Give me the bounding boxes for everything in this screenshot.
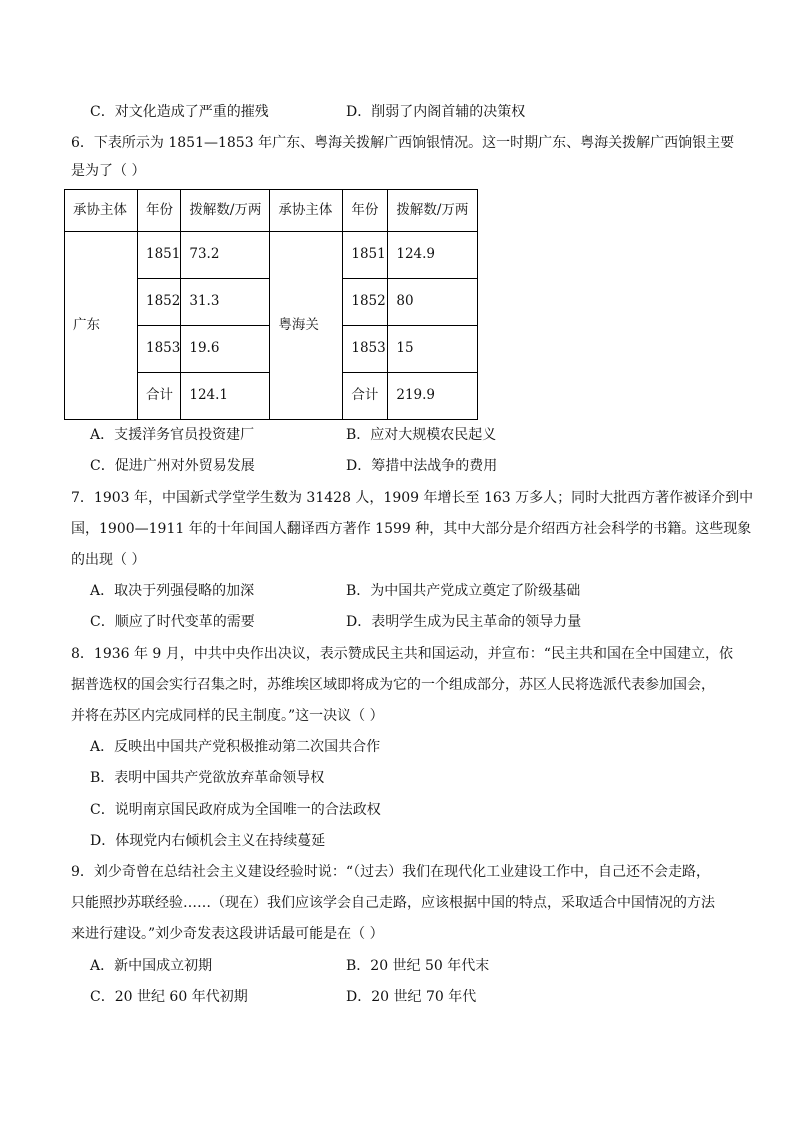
q8-stem-line-1: 8．1936 年 9 月，中共中央作出决议，表示赞成民主共和国运动，并宣布：“民主共和国在全中国建立，依 [71, 646, 733, 662]
value-cell: 124.9 [388, 232, 478, 279]
year-cell: 1852 [138, 279, 181, 326]
total-label-cell: 合计 [138, 373, 181, 420]
total-label-cell: 合计 [343, 373, 388, 420]
group-cell-guangdong: 广东 [65, 232, 138, 420]
q5-option-c: C．对文化造成了严重的摧残 [90, 104, 269, 120]
header-cell: 拨解数/万两 [388, 190, 478, 232]
q9-stem-line-1: 9．刘少奇曾在总结社会主义建设经验时说：“（过去）我们在现代化工业建设工作中，自己还不会走路， [71, 864, 711, 880]
header-cell: 拨解数/万两 [181, 190, 270, 232]
q7-option-a: A．取决于列强侵略的加深 [90, 583, 255, 599]
year-cell: 1852 [343, 279, 388, 326]
q6-option-c: C．促进广州对外贸易发展 [90, 458, 255, 474]
q9-option-b: B．20 世纪 50 年代末 [346, 958, 490, 974]
q7-option-b: B．为中国共产党成立奠定了阶级基础 [346, 583, 581, 599]
q8-option-b: B．表明中国共产党欲放弃革命领导权 [90, 770, 325, 786]
value-cell: 73.2 [181, 232, 270, 279]
q8-option-c: C．说明南京国民政府成为全国唯一的合法政权 [90, 802, 381, 818]
q6-data-table [64, 189, 478, 420]
header-cell: 承协主体 [65, 190, 138, 232]
q6-stem-line-2: 是为了（ ） [71, 163, 146, 179]
q8-stem-line-3: 并将在苏区内完成同样的民主制度。”这一决议（ ） [71, 708, 384, 724]
header-cell: 年份 [343, 190, 388, 232]
total-value-cell: 124.1 [181, 373, 270, 420]
q8-option-a: A．反映出中国共产党积极推动第二次国共合作 [90, 739, 381, 755]
q7-stem-line-2: 国，1900—1911 年的十年间国人翻译西方著作 1599 种，其中大部分是介绍西方社会科学的书籍。这些现象 [71, 521, 752, 537]
year-cell: 1853 [343, 326, 388, 373]
header-cell: 年份 [138, 190, 181, 232]
header-cell: 承协主体 [270, 190, 343, 232]
value-cell: 31.3 [181, 279, 270, 326]
year-cell: 1853 [138, 326, 181, 373]
value-cell: 80 [388, 279, 478, 326]
table-row [65, 232, 478, 279]
q7-stem-line-1: 7．1903 年，中国新式学堂学生数为 31428 人，1909 年增长至 163 万多人；同时大批西方著作被译介到中 [71, 490, 754, 506]
q6-option-b: B．应对大规模农民起义 [346, 427, 497, 443]
q6-stem-line-1: 6．下表所示为 1851—1853 年广东、粤海关拨解广西饷银情况。这一时期广东、粤海关拨解广西饷银主要 [71, 135, 735, 151]
year-cell: 1851 [343, 232, 388, 279]
q9-option-d: D．20 世纪 70 年代 [346, 989, 477, 1005]
q8-option-d: D．体现党内右倾机会主义在持续蔓延 [90, 833, 326, 849]
q9-option-a: A．新中国成立初期 [90, 958, 213, 974]
q7-option-d: D．表明学生成为民主革命的领导力量 [346, 614, 582, 630]
q9-stem-line-2: 只能照抄苏联经验……（现在）我们应该学会自己走路，应该根据中国的特点，采取适合中国情况的方法 [71, 895, 715, 911]
year-cell: 1851 [138, 232, 181, 279]
table-header-row [65, 190, 478, 232]
q6-option-a: A．支援洋务官员投资建厂 [90, 427, 255, 443]
total-value-cell: 219.9 [388, 373, 478, 420]
q6-option-d: D．筹措中法战争的费用 [346, 458, 498, 474]
q8-stem-line-2: 据普选权的国会实行召集之时，苏维埃区域即将成为它的一个组成部分，苏区人民将选派代表参加国会， [71, 677, 715, 693]
q7-option-c: C．顺应了时代变革的需要 [90, 614, 255, 630]
q9-option-c: C．20 世纪 60 年代初期 [90, 989, 248, 1005]
q5-option-d: D．削弱了内阁首辅的决策权 [346, 104, 526, 120]
q7-stem-line-3: 的出现（ ） [71, 552, 146, 568]
group-cell-yuehaiguan: 粤海关 [270, 232, 343, 420]
value-cell: 19.6 [181, 326, 270, 373]
value-cell: 15 [388, 326, 478, 373]
q9-stem-line-3: 来进行建设。”刘少奇发表这段讲话最可能是在（ ） [71, 926, 384, 942]
